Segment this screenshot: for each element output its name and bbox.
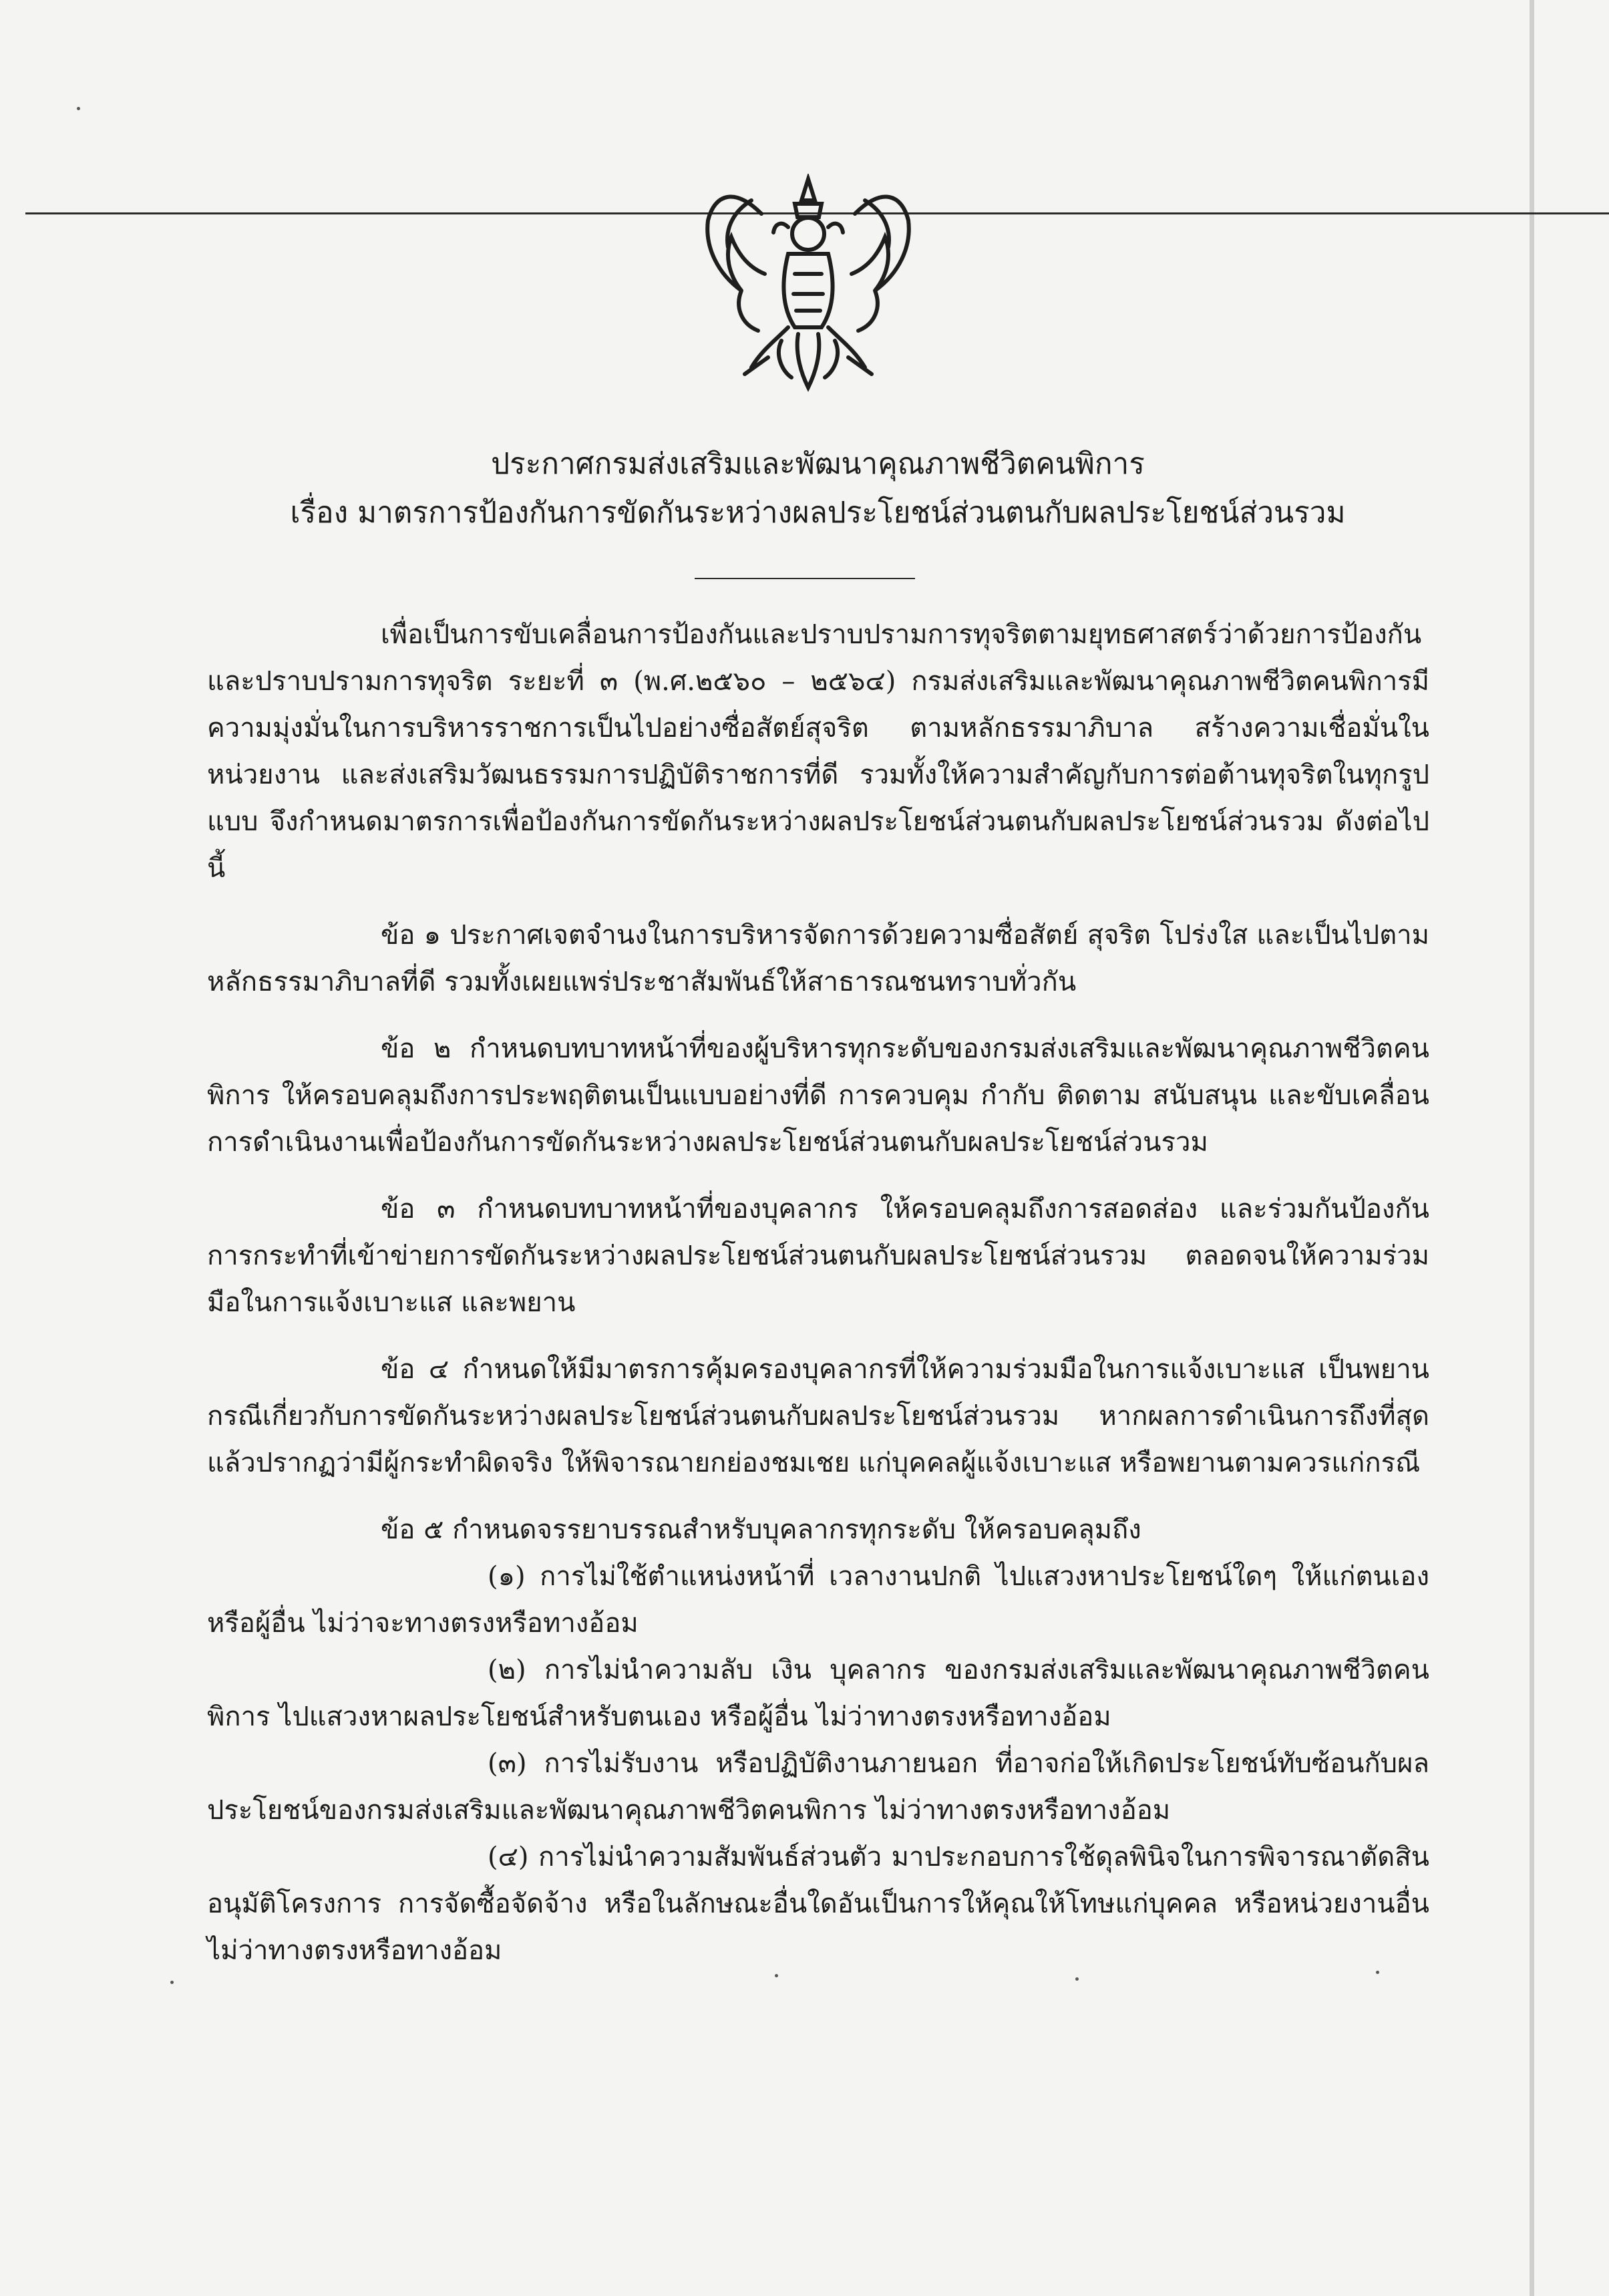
clause-5-item-2: (๒) การไม่นำความลับ เงิน บุคลากร ของกรมส่งเสริมและพัฒนาคุณภาพชีวิตคนพิการ ไปแสวงหาผลประโยชน์สำหรับตนเอง หรือผู้อื่น ไม่ว่าทางตรงหรือทางอ้อม <box>207 1655 1429 1732</box>
document-subject: เรื่อง มาตรการป้องกันการขัดกันระหว่างผลประโยชน์ส่วนตนกับผลประโยชน์ส่วนรวม <box>290 496 1346 530</box>
scan-speck <box>1075 1977 1079 1981</box>
clause-1: ข้อ ๑ ประกาศเจตจำนงในการบริหารจัดการด้วยความซื่อสัตย์ สุจริต โปร่งใส และเป็นไปตามหลักธรรมาภิบาลที่ดี รวมทั้งเผยแพร่ประชาสัมพันธ์ให้สาธารณชนทราบทั่วกัน <box>207 920 1429 997</box>
clause-5-item-1: (๑) การไม่ใช้ตำแหน่งหน้าที่ เวลางานปกติ ไปแสวงหาประโยชน์ใดๆ ให้แก่ตนเองหรือผู้อื่น ไม่ว่าจะทางตรงหรือทางอ้อม <box>207 1561 1429 1639</box>
clause-2: ข้อ ๒ กำหนดบทบาทหน้าที่ของผู้บริหารทุกระดับของกรมส่งเสริมและพัฒนาคุณภาพชีวิตคนพิการ ให้ครอบคลุมถึงการประพฤติตนเป็นแบบอย่างที่ดี การควบคุม กำกับ ติดตาม สนับสนุน และขับเคลื่อนการดำเนินงานเพื่อป้องกันการขัดกันระหว่างผลประโยชน์ส่วนตนกับผลประโยชน์ส่วนรวม <box>207 1033 1429 1158</box>
clause-5-item-4: (๔) การไม่นำความสัมพันธ์ส่วนตัว มาประกอบการใช้ดุลพินิจในการพิจารณาตัดสิน อนุมัติโครงการ การจัดซื้อจัดจ้าง หรือในลักษณะอื่นใดอันเป็นการให้คุณให้โทษแก่บุคคล หรือหน่วยงานอื่น ไม่ว่าทางตรงหรือทางอ้อม <box>207 1842 1429 1966</box>
scan-speck <box>775 1974 778 1977</box>
title-underline <box>695 578 915 579</box>
clause-5-lead: ข้อ ๕ กำหนดจรรยาบรรณสำหรับบุคลากรทุกระดับ ให้ครอบคลุมถึง <box>381 1514 1141 1545</box>
document-body <box>207 611 1429 1974</box>
clause-3: ข้อ ๓ กำหนดบทบาทหน้าที่ของบุคลากร ให้ครอบคลุมถึงการสอดส่อง และร่วมกันป้องกันการกระทำที่เข้าข่ายการขัดกันระหว่างผลประโยชน์ส่วนตนกับผลประโยชน์ส่วนรวม ตลอดจนให้ความร่วมมือในการแจ้งเบาะแส และพยาน <box>207 1194 1429 1318</box>
scan-speck <box>77 107 80 110</box>
scan-speck <box>170 1981 174 1984</box>
document-title: ประกาศกรมส่งเสริมและพัฒนาคุณภาพชีวิตคนพิการ <box>491 447 1145 481</box>
preamble-paragraph: เพื่อเป็นการขับเคลื่อนการป้องกันและปราบปรามการทุจริตตามยุทธศาสตร์ว่าด้วยการป้องกันและปราบปรามการทุจริต ระยะที่ ๓ (พ.ศ.๒๕๖๐ – ๒๕๖๔) กรมส่งเสริมและพัฒนาคุณภาพชีวิตคนพิการมีความมุ่งมั่นในการบริหารราชการเป็นไปอย่างซื่อสัตย์สุจริต ตามหลักธรรมาภิบาล สร้างความเชื่อมั่นในหน่วยงาน และส่งเสริมวัฒนธรรมการปฏิบัติราชการที่ดี รวมทั้งให้ความสำคัญกับการต่อต้านทุจริตในทุกรูปแบบ จึงกำหนดมาตรการเพื่อป้องกันการขัดกันระหว่างผลประโยชน์ส่วนตนกับผลประโยชน์ส่วนรวม ดังต่อไปนี้ <box>207 619 1429 884</box>
scan-edge <box>1530 0 1534 2296</box>
scan-speck <box>1376 1971 1379 1974</box>
garuda-emblem <box>688 174 928 394</box>
clause-4: ข้อ ๔ กำหนดให้มีมาตรการคุ้มครองบุคลากรที่ให้ความร่วมมือในการแจ้งเบาะแส เป็นพยานกรณีเกี่ยวกับการขัดกันระหว่างผลประโยชน์ส่วนตนกับผลประโยชน์ส่วนรวม หากผลการดำเนินการถึงที่สุดแล้วปรากฏว่ามีผู้กระทำผิดจริง ให้พิจารณายกย่องชมเชย แก่บุคคลผู้แจ้งเบาะแส หรือพยานตามควรแก่กรณี <box>207 1354 1429 1478</box>
clause-5-item-3: (๓) การไม่รับงาน หรือปฏิบัติงานภายนอก ที่อาจก่อให้เกิดประโยชน์ทับซ้อนกับผลประโยชน์ของกรมส่งเสริมและพัฒนาคุณภาพชีวิตคนพิการ ไม่ว่าทางตรงหรือทางอ้อม <box>207 1748 1429 1826</box>
